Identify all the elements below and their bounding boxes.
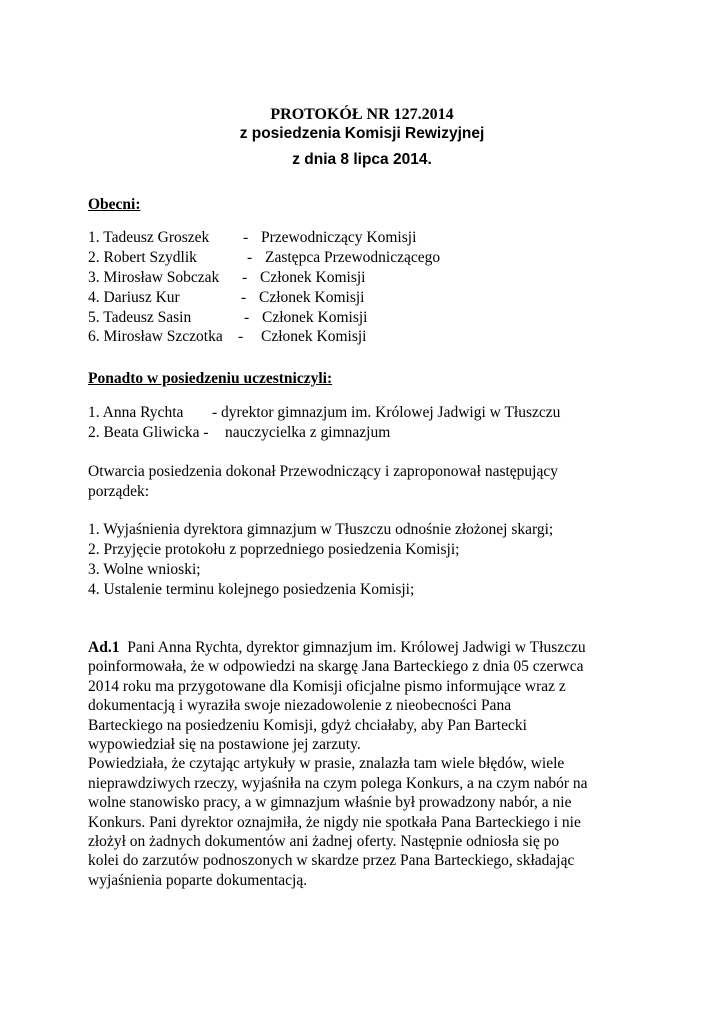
ad1-line: Konkurs. Pani dyrektor oznajmiła, że nigdy nie spotkała Pana Barteckiego i nie [88,813,581,831]
agenda-item: 4. Ustalenie terminu kolejnego posiedzenia Komisji; [88,581,415,598]
agenda-item: 1. Wyjaśnienia dyrektora gimnazjum w Tłuszczu odnośnie złożonej skargi; [88,521,554,538]
ad1-first-text: Pani Anna Rychta, dyrektor gimnazjum im. Królowej Jadwigi w Tłuszczu [119,639,586,656]
protocol-subtitle: z posiedzenia Komisji Rewizyjnej [239,125,485,142]
ad1-label: Ad.1 [88,639,120,656]
guest-name: 1. Anna Rychta [88,404,184,421]
opening-line: Otwarcia posiedzenia dokonał Przewodniczący i zaproponował następujący [88,463,558,480]
guest-name: 2. Beata Gliwicka - [88,424,209,441]
agenda-item: 3. Wolne wnioski; [88,561,201,578]
ad1-line: 2014 roku ma przygotowane dla Komisji oficjalne pismo informujące wraz z [88,677,566,695]
member-role: Przewodniczący Komisji [261,229,417,246]
agenda-list [88,520,658,600]
ad1-line: wyjaśnienia poparte dokumentacją. [88,871,308,889]
member-name: 5. Tadeusz Sasin [88,309,192,326]
guests-heading: Ponadto w posiedzeniu uczestniczyli: [88,370,333,387]
member-dash: - [241,289,247,306]
opening-paragraph [88,462,658,502]
protocol-title: PROTOKÓŁ NR 127.2014 [270,106,454,123]
member-name: 1. Tadeusz Groszek [88,229,210,246]
member-dash: - [244,309,250,326]
present-heading: Obecni: [88,196,141,213]
opening-line: porządek: [88,483,150,500]
guest-role: nauczycielka z gimnazjum [225,424,391,441]
member-dash: - [243,229,249,246]
ad1-line: wypowiedział się na postawione jej zarzuty. [88,736,361,754]
ad1-paragraph [88,638,658,890]
ad1-first-line [88,638,658,657]
guest-role: - dyrektor gimnazjum im. Królowej Jadwigi w Tłuszczu [212,404,561,421]
ad1-line: nieprawdziwych rzeczy, wyjaśniła na czym polega Konkurs, a na czym nabór na [88,774,588,792]
ad1-line: kolei do zarzutów podnoszonych w skardze przez Pana Barteckiego, składając [88,852,575,870]
ad1-line: złożył on żadnych dokumentów ani żadnej oferty. Następnie odniosła się po [88,833,560,851]
ad1-line: dokumentacją i wyraziła swoje niezadowolenie z nieobecności Pana [88,697,512,715]
protocol-date: z dnia 8 lipca 2014. [292,151,432,168]
member-role: Członek Komisji [261,328,367,345]
member-dash: - [238,328,244,345]
ad1-line: Barteckiego na posiedzeniu Komisji, gdyż chciałaby, aby Pan Bartecki [88,716,527,734]
agenda-item: 2. Przyjęcie protokołu z poprzedniego posiedzenia Komisji; [88,541,460,558]
member-role: Członek Komisji [259,289,365,306]
member-name: 4. Dariusz Kur [88,289,180,306]
member-name: 2. Robert Szydlik [88,249,197,266]
ad1-line: wolne stanowisko pracy, a w gimnazjum właśnie był prowadzony nabór, a nie [88,794,572,812]
member-name: 3. Mirosław Sobczak [88,269,220,286]
member-role: Członek Komisji [262,309,368,326]
ad1-line: poinformowała, że w odpowiedzi na skargę Jana Barteckiego z dnia 05 czerwca [88,658,584,676]
member-name: 6. Mirosław Szczotka [88,328,223,345]
ad1-line: Powiedziała, że czytając artykuły w prasie, znalazła tam wiele błędów, wiele [88,755,565,773]
member-dash: - [247,249,253,266]
member-dash: - [242,269,248,286]
member-role: Zastępca Przewodniczącego [265,249,441,266]
member-role: Członek Komisji [260,269,366,286]
